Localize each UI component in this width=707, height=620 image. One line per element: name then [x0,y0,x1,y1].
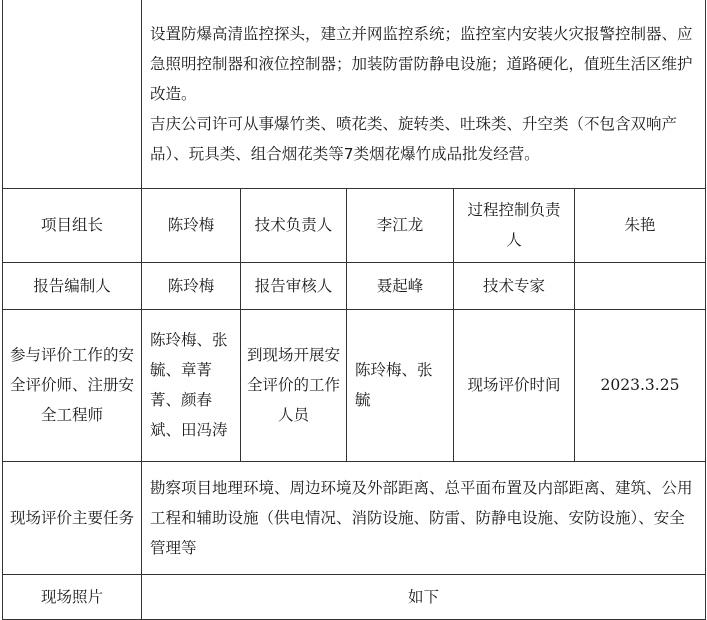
leader-label: 项目组长 [3,188,142,262]
photos-label: 现场照片 [3,574,142,619]
author-value: 陈玲梅 [142,262,241,309]
process-lead-value: 朱艳 [575,188,706,262]
reviewer-label: 报告审核人 [241,262,347,309]
tasks-label: 现场评价主要任务 [3,461,142,574]
measures-paragraph: 设置防爆高清监控探头，建立并网监控系统；监控室内安装火灾报警控制器、应急照明控制器和液位控制器；加装防雷防静电设施；道路硬化，值班生活区维护改造。 [150,24,693,103]
evaluators-row [3,309,706,461]
top-section-content [142,0,706,188]
participants-value: 陈玲梅、张毓、章菁菁、颜春斌、田冯涛 [142,309,241,461]
author-label: 报告编制人 [3,262,142,309]
onsite-staff-label: 到现场开展安全评价的工作人员 [241,309,347,461]
onsite-time-value: 2023.3.25 [575,309,706,461]
top-section-label-cell [3,0,142,188]
top-section-row [3,0,706,188]
report-row [3,262,706,309]
onsite-staff-value: 陈玲梅、张毓 [347,309,454,461]
tech-lead-label: 技术负责人 [241,188,347,262]
onsite-time-label: 现场评价时间 [454,309,575,461]
tech-lead-value: 李江龙 [347,188,454,262]
process-lead-label: 过程控制负责人 [454,188,575,262]
expert-label: 技术专家 [454,262,575,309]
tasks-row [3,461,706,574]
photos-row [3,574,706,619]
expert-value [575,262,706,309]
license-paragraph: 吉庆公司许可从事爆竹类、喷花类、旋转类、吐珠类、升空类（不包含双响产品）、玩具类、组合烟花类等7类烟花爆竹成品批发经营。 [150,114,678,163]
team-row [3,188,706,262]
participants-label: 参与评价工作的安全评价师、注册安全工程师 [3,309,142,461]
leader-value: 陈玲梅 [142,188,241,262]
evaluation-info-table [2,0,706,620]
reviewer-value: 聂起峰 [347,262,454,309]
photos-content: 如下 [142,574,706,619]
tasks-content: 勘察项目地理环境、周边环境及外部距离、总平面布置及内部距离、建筑、公用工程和辅助设施（供电情况、消防设施、防雷、防静电设施、安防设施）、安全管理等 [142,461,706,574]
